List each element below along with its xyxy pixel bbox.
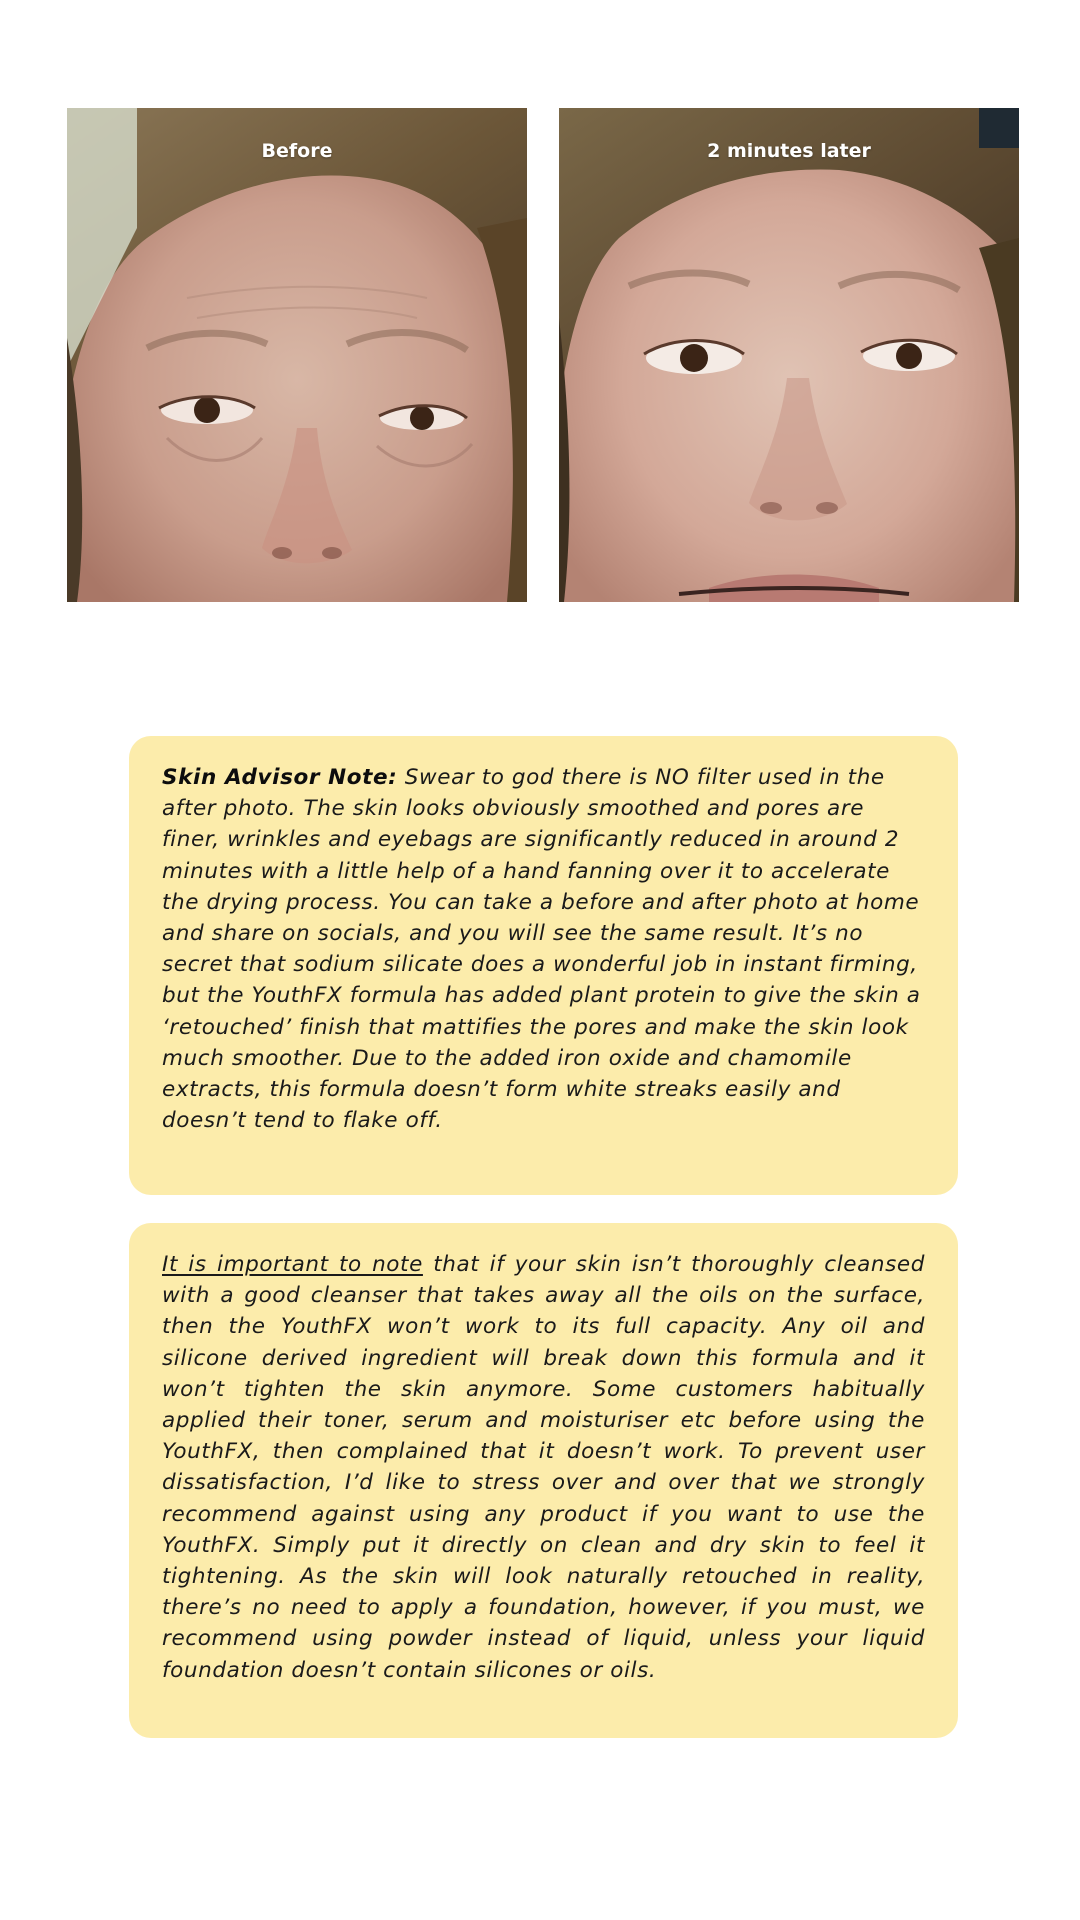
before-photo bbox=[67, 108, 527, 602]
important-note-heading: It is important to note bbox=[162, 1252, 423, 1277]
before-face-image bbox=[67, 108, 527, 602]
before-label: Before bbox=[261, 140, 333, 162]
important-note-text: that if your skin isn’t thoroughly cleansed with a good cleanser that takes away all the oils on the surface, then the YouthFX won’t work to its full capacity. Any oil and silicone derived ingredient will break down this formula and it won’t tighten the skin anymore. Some customers habitually applied their toner, serum and moisturiser etc before using the YouthFX, then complained that it doesn’t work. To prevent user dissatisfaction, I’d like to stress over and over that we strongly recommend against using any product if you want to use the YouthFX. Simply put it directly on clean and dry skin to feel it tightening. As the skin will look naturally retouched in reality, there’s no need to apply a foundation, however, if you must, we recommend using powder instead of liquid, unless your liquid foundation doesn’t contain silicones or oils. bbox=[162, 1252, 926, 1683]
after-photo bbox=[559, 108, 1019, 602]
after-label: 2 minutes later bbox=[707, 140, 871, 162]
skin-advisor-note-heading: Skin Advisor Note: bbox=[162, 765, 398, 790]
important-note bbox=[129, 1223, 958, 1738]
after-face-image bbox=[559, 108, 1019, 602]
skin-advisor-note-text: Swear to god there is NO filter used in the after photo. The skin looks obviously smoothed and pores are finer, wrinkles and eyebags are significantly reduced in around 2 minutes with a little help of a hand fanning over it to accelerate the drying process. You can take a before and after photo at home and share on socials, and you will see the same result. It’s no secret that sodium silicate does a wonderful job in instant firming, but the YouthFX formula has added plant protein to give the skin a ‘retouched’ finish that mattifies the pores and make the skin look much smoother. Due to the added iron oxide and chamomile extracts, this formula doesn’t form white streaks easily and doesn’t tend to flake off. bbox=[162, 765, 921, 1134]
skin-advisor-note bbox=[129, 736, 958, 1195]
